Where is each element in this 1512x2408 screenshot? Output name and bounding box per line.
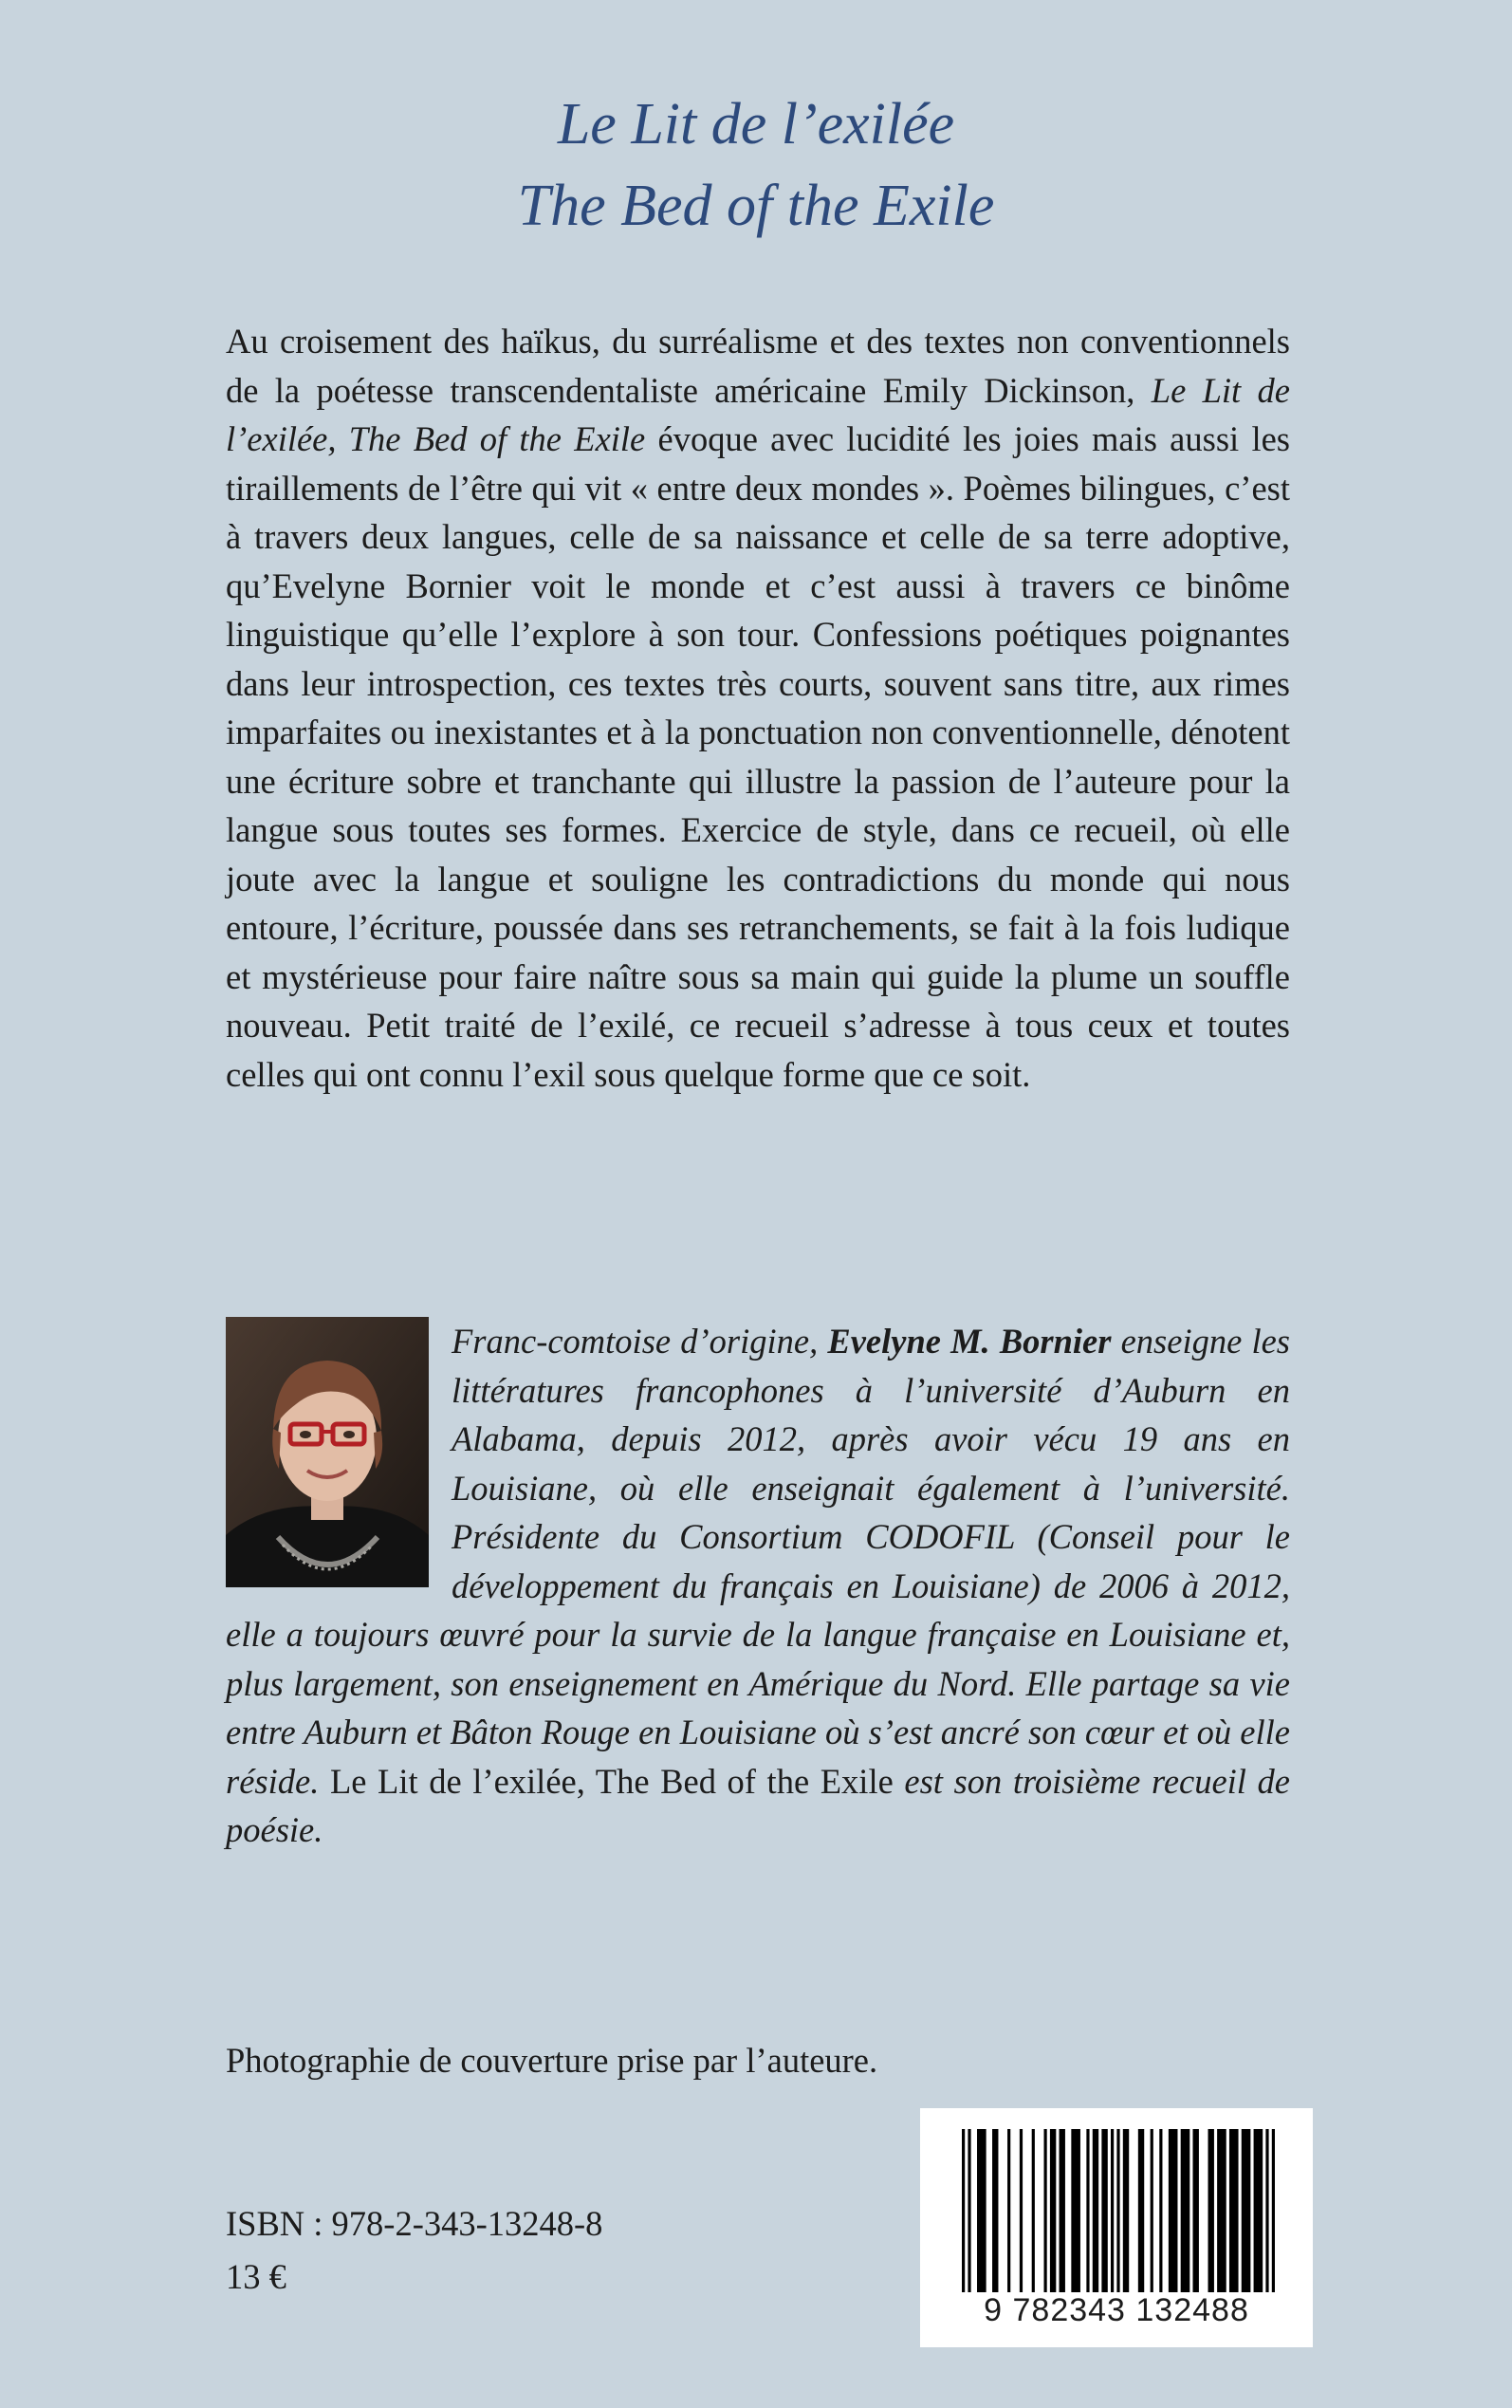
author-bio-body: enseigne les littératures francophones à l’université d’Auburn en Alabama, depuis 2012, après avoir vécu 19 ans en Louisiane, où elle enseignait également à l’université. Présidente du Consortium CODOFIL (Conseil pour le développement du français en Louisiane) de 2006 à 2012, elle a toujours œuvré pour la survie de la langue française en Louisiane et, plus largement, son enseignement en Amérique du Nord. Elle partage sa vie entre Auburn et Bâton Rouge en Louisiane où s’est ancré son cœur et où elle réside. bbox=[226, 1322, 1290, 1801]
barcode-bar bbox=[1272, 2129, 1275, 2292]
barcode-bar bbox=[962, 2129, 965, 2292]
barcode-bar bbox=[1265, 2129, 1268, 2292]
barcode-bar bbox=[1123, 2129, 1129, 2292]
barcode-bar bbox=[1086, 2129, 1089, 2292]
barcode-bar bbox=[1208, 2129, 1214, 2292]
barcode-bar bbox=[1060, 2129, 1065, 2292]
author-bio-book-title: Le Lit de l’exilée, The Bed of the Exile bbox=[329, 1761, 894, 1801]
barcode-bars bbox=[962, 2129, 1275, 2292]
barcode-bar bbox=[1007, 2129, 1010, 2292]
barcode-bar bbox=[1071, 2129, 1080, 2292]
title-english: The Bed of the Exile bbox=[517, 174, 995, 238]
barcode-bar bbox=[1050, 2129, 1056, 2292]
barcode-bar bbox=[992, 2129, 998, 2292]
barcode-bar bbox=[1181, 2129, 1190, 2292]
title-french: Le Lit de l’exilée bbox=[557, 92, 955, 157]
barcode-bar bbox=[977, 2129, 986, 2292]
barcode-bar bbox=[1044, 2129, 1047, 2292]
back-cover-summary bbox=[226, 317, 1290, 1099]
summary-part-1: Au croisement des haïkus, du surréalisme et des textes non conventionnels de la poétesse transcendentaliste américaine Emily Dickinson, bbox=[226, 322, 1290, 410]
barcode-bar bbox=[1151, 2129, 1153, 2292]
barcode-bar bbox=[1217, 2129, 1226, 2292]
barcode-bar bbox=[1020, 2129, 1023, 2292]
author-bio-intro: Franc-comtoise d’origine, bbox=[452, 1322, 828, 1361]
barcode-digits: 9 782343 132488 bbox=[984, 2292, 1249, 2328]
barcode-bar bbox=[1192, 2129, 1198, 2292]
barcode-bar bbox=[1159, 2129, 1162, 2292]
barcode-bar bbox=[1101, 2129, 1107, 2292]
barcode bbox=[920, 2108, 1313, 2347]
book-title bbox=[0, 83, 1512, 247]
barcode-bar bbox=[1116, 2129, 1119, 2292]
barcode-bar bbox=[1229, 2129, 1239, 2292]
price: 13 € bbox=[226, 2257, 286, 2296]
summary-italic-title: Le Lit de l’exilée, The Bed of the Exile bbox=[226, 370, 1290, 458]
barcode-bar bbox=[1169, 2129, 1178, 2292]
author-name: Evelyne M. Bornier bbox=[827, 1322, 1112, 1361]
photo-credit: Photographie de couverture prise par l’auteure. bbox=[226, 2041, 878, 2080]
summary-part-2: évoque avec lucidité les joies mais aussi les tiraillements de l’être qui vit « entre deux mondes ». Poèmes bilingues, c’est à travers deux langues, celle de sa naissance et celle de sa terre adoptive, qu’Evelyne Bornier voit le monde et c’est aussi à travers ce binôme linguistique qu’elle l’explore à son tour. Confessions poétiques poignantes dans leur introspection, ces textes très courts, souvent sans titre, aux rimes imparfaites ou inexistantes et à la ponctuation non conventionnelle, dénotent une écriture sobre et tranchante qui illustre la passion de l’auteure pour la langue sous toutes ses formes. Exercice de style, dans ce recueil, où elle joute avec la langue et souligne les contradictions du monde qui nous entoure, l’écriture, poussée dans ses retranchements, se fait à la fois ludique et mystérieuse pour faire naître sous sa main qui guide la plume un souffle nouveau. Petit traité de l’exilé, ce recueil s’adresse à tous ceux et toutes celles qui ont connu l’exil sous quelque forme que ce soit. bbox=[226, 419, 1290, 1094]
barcode-bar bbox=[1242, 2129, 1251, 2292]
author-bio-closing: est son troisième recueil de poésie. bbox=[226, 1761, 1291, 1849]
barcode-bar bbox=[1111, 2129, 1114, 2292]
barcode-bar bbox=[1093, 2129, 1098, 2292]
barcode-bar bbox=[1254, 2129, 1263, 2292]
isbn: ISBN : 978-2-343-13248-8 bbox=[226, 2204, 603, 2243]
barcode-bar bbox=[968, 2129, 970, 2292]
author-biography bbox=[226, 1317, 1290, 1855]
barcode-bar bbox=[1138, 2129, 1144, 2292]
barcode-bar bbox=[1032, 2129, 1035, 2292]
